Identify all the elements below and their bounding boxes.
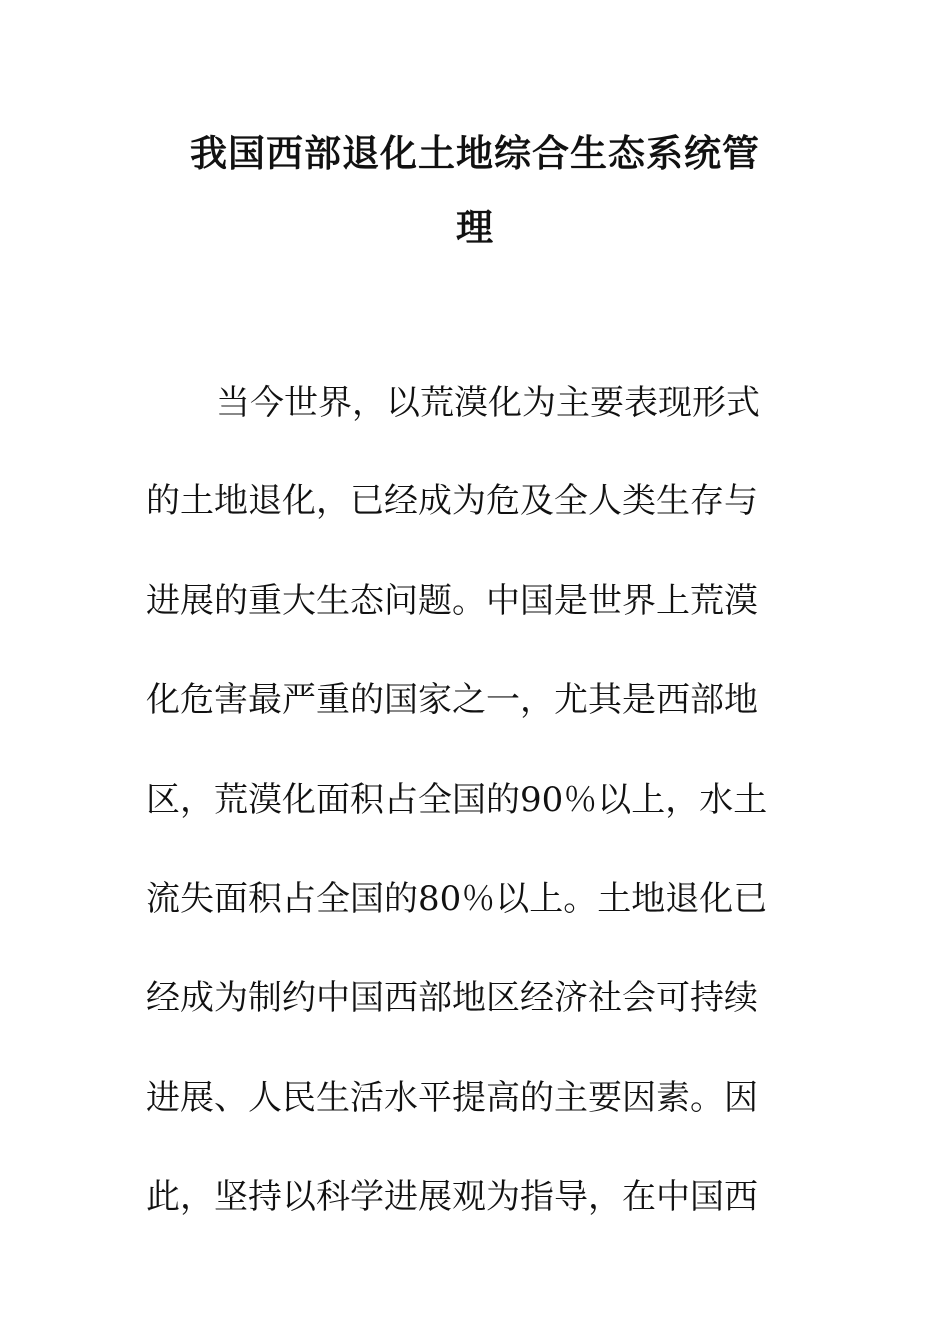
- document-title-line-2: 理: [456, 205, 494, 249]
- body-line-9: 此，坚持以科学进展观为指导，在中国西: [146, 1177, 758, 1217]
- body-line-6: 流失面积占全国的80％以上。土地退化已: [146, 879, 768, 919]
- body-line-8: 进展、人民生活水平提高的主要因素。因: [146, 1078, 758, 1118]
- body-line-7: 经成为制约中国西部地区经济社会可持续: [146, 978, 758, 1018]
- body-line-1: 当今世界，以荒漠化为主要表现形式: [216, 383, 760, 423]
- body-line-4: 化危害最严重的国家之一，尤其是西部地: [146, 680, 758, 720]
- document-title-line-1: 我国西部退化土地综合生态系统管: [190, 131, 760, 175]
- body-line-5: 区，荒漠化面积占全国的90％以上，水土: [146, 780, 768, 820]
- body-line-3: 进展的重大生态问题。中国是世界上荒漠: [146, 581, 758, 621]
- body-line-2: 的土地退化，已经成为危及全人类生存与: [146, 481, 758, 521]
